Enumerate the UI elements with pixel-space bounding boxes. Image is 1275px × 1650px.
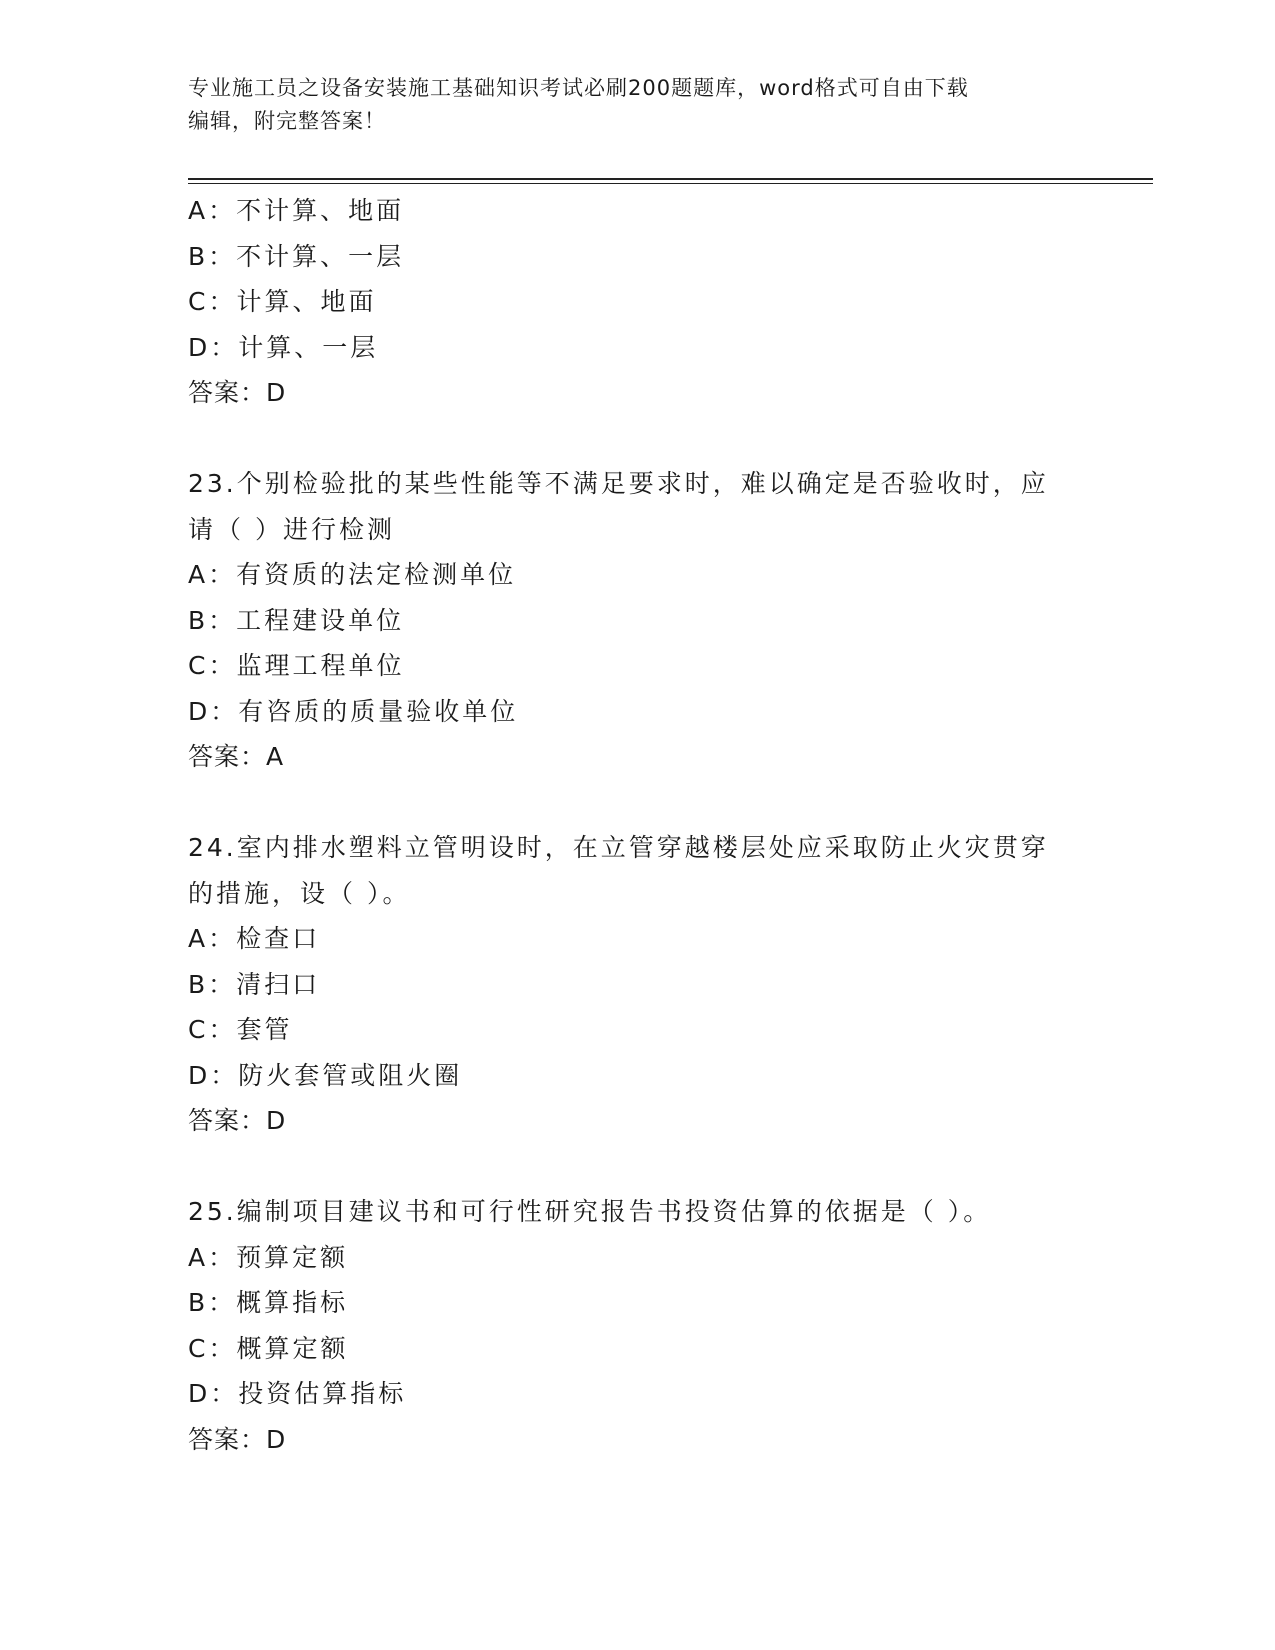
option-b: B：概算指标 <box>188 1288 349 1317</box>
option-a: A：检查口 <box>188 924 321 953</box>
option-d: D：计算、一层 <box>188 332 379 362</box>
question-stem: 24.室内排水塑料立管明设时，在立管穿越楼层处应采取防止火灾贯穿 <box>188 833 1049 862</box>
spacer <box>188 780 1088 826</box>
option-c: C：监理工程单位 <box>188 651 405 680</box>
option-c: C：概算定额 <box>188 1333 349 1363</box>
spacer <box>188 416 1088 462</box>
question-stem: 23.个别检验批的某些性能等不满足要求时，难以确定是否验收时，应 <box>188 469 1049 498</box>
question-22 <box>188 188 1088 416</box>
answer: 答案：A <box>188 742 285 771</box>
question-25 <box>188 1189 1088 1462</box>
question-stem-continued: 的措施，设（ ）。 <box>188 878 411 908</box>
option-d: D：有咨质的质量验收单位 <box>188 696 519 726</box>
header-divider-thin <box>188 183 1153 184</box>
question-23 <box>188 461 1088 780</box>
option-a: A：预算定额 <box>188 1242 349 1272</box>
option-b: B：不计算、一层 <box>188 241 405 271</box>
answer: 答案：D <box>188 378 287 407</box>
answer: 答案：D <box>188 1424 287 1454</box>
document-header <box>188 72 1068 138</box>
question-list <box>188 188 1088 1462</box>
option-a: A：有资质的法定检测单位 <box>188 560 517 589</box>
answer: 答案：D <box>188 1106 287 1135</box>
option-d: D：投资估算指标 <box>188 1379 407 1408</box>
option-b: B：清扫口 <box>188 969 321 999</box>
header-divider <box>188 178 1153 180</box>
spacer <box>188 1144 1088 1190</box>
question-stem: 25.编制项目建议书和可行性研究报告书投资估算的依据是（ ）。 <box>188 1197 992 1226</box>
option-c: C：计算、地面 <box>188 287 377 316</box>
header-line-1: 专业施工员之设备安装施工基础知识考试必刷200题题库，word格式可自由下载 <box>188 76 969 100</box>
question-24 <box>188 825 1088 1144</box>
option-a: A：不计算、地面 <box>188 196 405 225</box>
option-c: C：套管 <box>188 1015 293 1044</box>
header-line-2: 编辑，附完整答案！ <box>188 109 386 133</box>
question-stem-continued: 请（ ）进行检测 <box>188 514 395 544</box>
option-d: D：防火套管或阻火圈 <box>188 1060 463 1090</box>
option-b: B：工程建设单位 <box>188 605 405 635</box>
